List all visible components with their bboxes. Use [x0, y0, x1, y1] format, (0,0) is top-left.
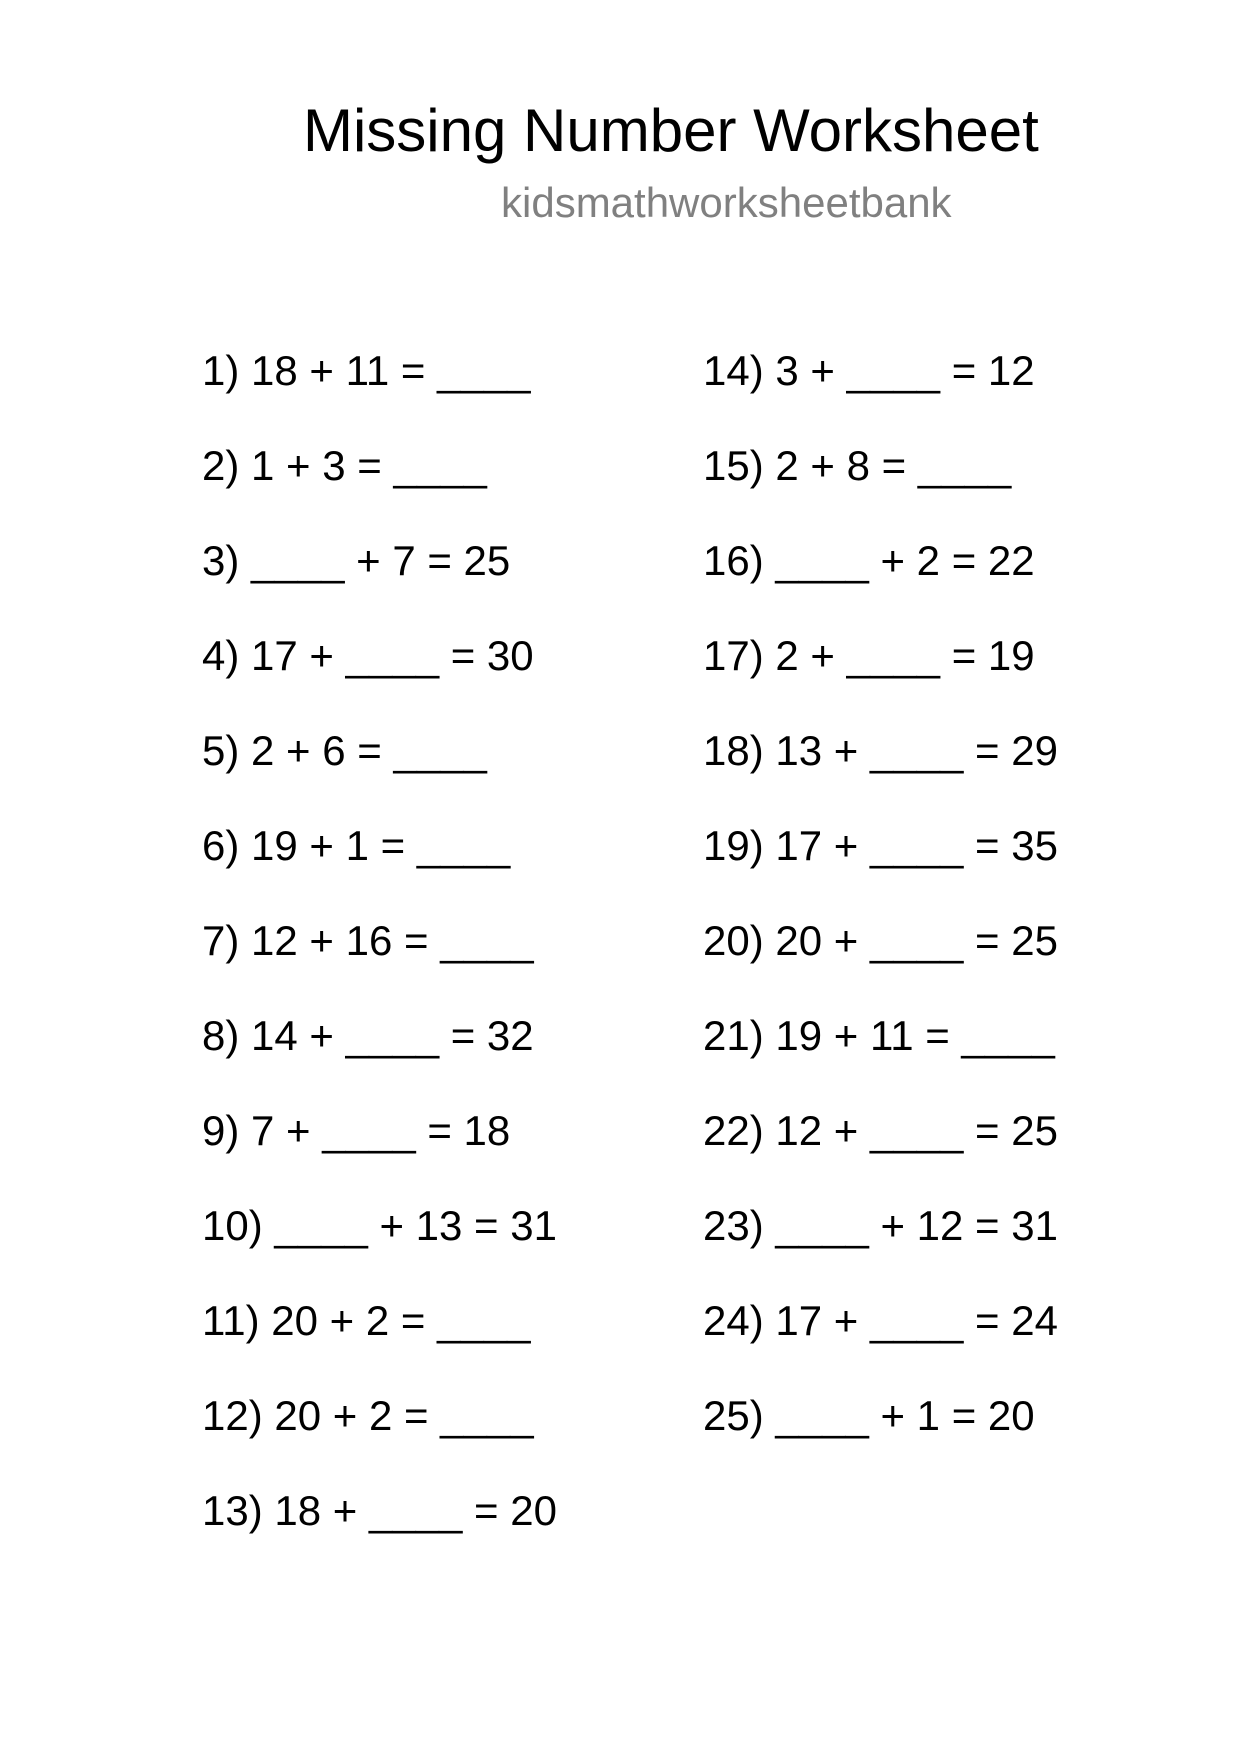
problem-7	[202, 917, 534, 964]
problem-3	[202, 537, 511, 584]
problem-equation: 2 + 8 = ____	[775, 442, 1012, 489]
problem-equation: 17 + ____ = 35	[775, 822, 1058, 869]
problem-number: 20)	[703, 917, 764, 964]
problem-equation: 18 + 11 = ____	[251, 347, 531, 394]
problem-equation: 14 + ____ = 32	[251, 1012, 534, 1059]
problem-18	[703, 727, 1058, 774]
problem-equation: 20 + 2 = ____	[271, 1297, 531, 1344]
problem-14	[703, 347, 1035, 394]
problem-22	[703, 1107, 1058, 1154]
problem-number: 16)	[703, 537, 764, 584]
problem-number: 3)	[202, 537, 240, 584]
problem-equation: 19 + 1 = ____	[251, 822, 511, 869]
problem-13	[202, 1487, 557, 1534]
problem-21	[703, 1012, 1055, 1059]
problem-number: 11)	[202, 1297, 260, 1344]
problem-equation: ____ + 7 = 25	[251, 537, 511, 584]
problem-15	[703, 442, 1012, 489]
problem-number: 25)	[703, 1392, 764, 1439]
problem-equation: 3 + ____ = 12	[775, 347, 1035, 394]
problem-number: 10)	[202, 1202, 263, 1249]
problem-equation: 12 + ____ = 25	[775, 1107, 1058, 1154]
problem-1	[202, 347, 531, 394]
problem-12	[202, 1392, 534, 1439]
problem-number: 15)	[703, 442, 764, 489]
problem-17	[703, 632, 1035, 679]
problem-5	[202, 727, 487, 774]
problem-number: 24)	[703, 1297, 764, 1344]
problem-number: 18)	[703, 727, 764, 774]
problem-equation: 7 + ____ = 18	[251, 1107, 511, 1154]
problem-equation: 1 + 3 = ____	[251, 442, 487, 489]
problem-equation: 17 + ____ = 24	[775, 1297, 1058, 1344]
problem-20	[703, 917, 1058, 964]
problem-number: 12)	[202, 1392, 263, 1439]
problem-equation: ____ + 12 = 31	[775, 1202, 1058, 1249]
problem-equation: 17 + ____ = 30	[251, 632, 534, 679]
problem-equation: ____ + 1 = 20	[775, 1392, 1035, 1439]
problem-equation: 20 + 2 = ____	[274, 1392, 534, 1439]
problem-6	[202, 822, 511, 869]
problem-number: 5)	[202, 727, 240, 774]
problem-number: 7)	[202, 917, 240, 964]
problem-24	[703, 1297, 1058, 1344]
worksheet-source: kidsmathworksheetbank	[501, 179, 952, 226]
problem-4	[202, 632, 534, 679]
problem-number: 4)	[202, 632, 240, 679]
problem-equation: 20 + ____ = 25	[775, 917, 1058, 964]
problem-number: 9)	[202, 1107, 240, 1154]
problem-number: 17)	[703, 632, 764, 679]
problem-equation: 13 + ____ = 29	[775, 727, 1058, 774]
problem-equation: 19 + 11 = ____	[775, 1012, 1055, 1059]
problem-equation: 2 + ____ = 19	[775, 632, 1035, 679]
problem-equation: ____ + 2 = 22	[775, 537, 1035, 584]
problem-number: 6)	[202, 822, 240, 869]
problem-equation: 12 + 16 = ____	[251, 917, 534, 964]
problem-2	[202, 442, 487, 489]
problem-number: 1)	[202, 347, 240, 394]
problem-number: 22)	[703, 1107, 764, 1154]
problem-equation: ____ + 13 = 31	[274, 1202, 557, 1249]
problem-number: 13)	[202, 1487, 263, 1534]
problem-number: 2)	[202, 442, 240, 489]
worksheet-title: Missing Number Worksheet	[303, 97, 1039, 164]
problem-19	[703, 822, 1058, 869]
problem-25	[703, 1392, 1035, 1439]
problem-equation: 18 + ____ = 20	[274, 1487, 557, 1534]
problem-9	[202, 1107, 511, 1154]
problem-number: 8)	[202, 1012, 240, 1059]
problem-16	[703, 537, 1035, 584]
problem-10	[202, 1202, 557, 1249]
problem-number: 23)	[703, 1202, 764, 1249]
problem-8	[202, 1012, 534, 1059]
problem-number: 14)	[703, 347, 764, 394]
problem-equation: 2 + 6 = ____	[251, 727, 487, 774]
problem-23	[703, 1202, 1058, 1249]
problem-11	[202, 1297, 531, 1344]
problem-number: 21)	[703, 1012, 764, 1059]
problem-number: 19)	[703, 822, 764, 869]
